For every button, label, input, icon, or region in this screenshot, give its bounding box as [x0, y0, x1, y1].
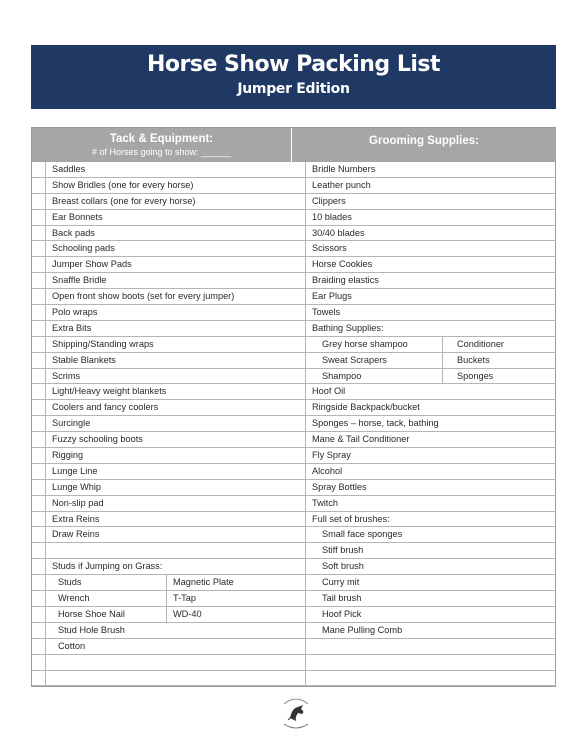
- list-item: [32, 321, 292, 337]
- list-item: [292, 448, 556, 464]
- list-item: [32, 527, 292, 543]
- checkbox-cell[interactable]: [32, 527, 46, 543]
- item-label: Mane & Tail Conditioner: [312, 434, 410, 445]
- checkbox-cell[interactable]: [32, 671, 46, 687]
- list-item: [292, 559, 556, 575]
- checkbox-cell[interactable]: [292, 337, 306, 353]
- list-item: [32, 226, 292, 242]
- item-label: Soft brush: [322, 561, 364, 572]
- packing-list-table: [31, 127, 556, 687]
- list-item: [292, 289, 556, 305]
- checkbox-cell[interactable]: [292, 448, 306, 464]
- list-item: [32, 241, 292, 257]
- checkbox-cell[interactable]: [292, 623, 306, 639]
- checkbox-cell[interactable]: [292, 273, 306, 289]
- checkbox-cell[interactable]: [292, 257, 306, 273]
- item-label: Jumper Show Pads: [52, 259, 132, 270]
- item-label: Towels: [312, 307, 341, 318]
- list-item: [292, 384, 556, 400]
- item-label: Mane Pulling Comb: [322, 624, 403, 635]
- checkbox-cell[interactable]: [32, 257, 46, 273]
- list-item: [292, 496, 556, 512]
- item-label: Alcohol: [312, 465, 343, 476]
- item-label-secondary: Sponges: [442, 369, 556, 385]
- list-item: [32, 289, 292, 305]
- item-label: Open front show boots (set for every jumper): [52, 291, 235, 302]
- list-item: [32, 162, 292, 178]
- checkbox-cell[interactable]: [32, 353, 46, 369]
- item-label: 30/40 blades: [312, 227, 365, 238]
- list-item: [292, 527, 556, 543]
- checkbox-cell[interactable]: [292, 353, 306, 369]
- list-item: [32, 400, 292, 416]
- list-item: [32, 639, 292, 655]
- checkbox-cell[interactable]: [292, 416, 306, 432]
- tack-equipment-title: Tack & Equipment:: [109, 133, 214, 145]
- list-item: [292, 194, 556, 210]
- item-label: Stable Blankets: [52, 354, 116, 365]
- checkbox-cell[interactable]: [32, 369, 46, 385]
- list-item: [32, 257, 292, 273]
- item-label: Hoof Pick: [322, 608, 362, 619]
- list-item: [32, 432, 292, 448]
- checkbox-cell[interactable]: [32, 305, 46, 321]
- checkbox-cell[interactable]: [292, 384, 306, 400]
- grooming-supplies-header: [292, 128, 556, 162]
- checkbox-cell[interactable]: [32, 639, 46, 655]
- list-item: [32, 448, 292, 464]
- grooming-supplies-title: Grooming Supplies:: [369, 135, 479, 147]
- item-label: Breast collars (one for every horse): [52, 195, 196, 206]
- checkbox-cell[interactable]: [292, 400, 306, 416]
- checkbox-cell[interactable]: [292, 194, 306, 210]
- item-label: Wrench: [58, 593, 90, 604]
- item-label-secondary: WD-40: [166, 607, 202, 623]
- list-item: [292, 543, 556, 559]
- item-label: Extra Reins: [52, 513, 100, 524]
- item-label: Clippers: [312, 195, 346, 206]
- item-label: Shipping/Standing wraps: [52, 338, 154, 349]
- checkbox-cell[interactable]: [32, 337, 46, 353]
- item-label: Ringside Backpack/bucket: [312, 402, 420, 413]
- checkbox-cell[interactable]: [32, 162, 46, 178]
- list-item: [292, 512, 556, 528]
- checkbox-cell[interactable]: [32, 273, 46, 289]
- item-label: Studs if Jumping on Grass:: [52, 561, 163, 572]
- item-label: Show Bridles (one for every horse): [52, 179, 194, 190]
- item-label: Small face sponges: [322, 529, 403, 540]
- item-label: Extra Bits: [52, 322, 92, 333]
- item-label: Lunge Whip: [52, 481, 102, 492]
- list-item: [292, 226, 556, 242]
- checkbox-cell[interactable]: [292, 369, 306, 385]
- checkbox-cell[interactable]: [32, 448, 46, 464]
- item-label: Hoof Oil: [312, 386, 346, 397]
- item-label: Scrims: [52, 370, 81, 381]
- checkbox-cell[interactable]: [32, 226, 46, 242]
- item-label: Surcingle: [52, 418, 91, 429]
- checkbox-cell[interactable]: [292, 305, 306, 321]
- item-label-secondary: Magnetic Plate: [166, 575, 234, 591]
- item-label: Studs: [58, 577, 82, 588]
- horse-count-prompt: # of Horses going to show: ______: [91, 147, 232, 157]
- checkbox-cell[interactable]: [292, 162, 306, 178]
- item-label: Scissors: [312, 243, 347, 254]
- tack-equipment-header: [32, 128, 292, 162]
- checkbox-cell[interactable]: [292, 480, 306, 496]
- item-label: Curry mit: [322, 577, 360, 588]
- checkbox-cell[interactable]: [32, 432, 46, 448]
- item-label: Ear Bonnets: [52, 211, 103, 222]
- checkbox-cell[interactable]: [32, 210, 46, 226]
- item-label: Back pads: [52, 227, 95, 238]
- checkbox-cell[interactable]: [292, 559, 306, 575]
- item-label: Horse Shoe Nail: [58, 608, 125, 619]
- checkbox-cell[interactable]: [292, 512, 306, 528]
- list-item: [32, 623, 292, 639]
- list-item: [292, 480, 556, 496]
- list-item: [292, 655, 556, 671]
- checkbox-cell[interactable]: [292, 432, 306, 448]
- list-item: [292, 400, 556, 416]
- item-label: Leather punch: [312, 179, 371, 190]
- checkbox-cell[interactable]: [292, 226, 306, 242]
- checkbox-cell[interactable]: [292, 671, 306, 687]
- item-label: 10 blades: [312, 211, 352, 222]
- checkbox-cell[interactable]: [32, 496, 46, 512]
- checkbox-cell[interactable]: [292, 639, 306, 655]
- item-label: Horse Cookies: [312, 259, 373, 270]
- item-label: Bathing Supplies:: [312, 322, 384, 333]
- item-label: Twitch: [312, 497, 339, 508]
- item-label: Sweat Scrapers: [322, 354, 387, 365]
- checkbox-cell[interactable]: [292, 543, 306, 559]
- checkbox-cell[interactable]: [32, 559, 46, 575]
- list-item: [32, 575, 292, 591]
- checkbox-cell[interactable]: [32, 321, 46, 337]
- checkbox-cell[interactable]: [32, 607, 46, 623]
- item-label: Fly Spray: [312, 450, 351, 461]
- item-label: Lunge Line: [52, 465, 98, 476]
- tack-equipment-column: [32, 162, 292, 686]
- checkbox-cell[interactable]: [32, 416, 46, 432]
- list-item: [292, 639, 556, 655]
- checkbox-cell[interactable]: [32, 512, 46, 528]
- list-item: [32, 480, 292, 496]
- page-title: Horse Show Packing List: [147, 52, 440, 77]
- checkbox-cell[interactable]: [292, 496, 306, 512]
- list-item: [32, 543, 292, 559]
- item-label: Tail brush: [322, 593, 362, 604]
- list-item: [32, 416, 292, 432]
- item-label: Spray Bottles: [312, 481, 367, 492]
- list-item: [292, 671, 556, 687]
- checkbox-cell[interactable]: [32, 480, 46, 496]
- checkbox-cell[interactable]: [32, 400, 46, 416]
- list-item: [32, 194, 292, 210]
- checkbox-cell[interactable]: [32, 384, 46, 400]
- list-item: [292, 178, 556, 194]
- list-item: [292, 607, 556, 623]
- item-label: Coolers and fancy coolers: [52, 402, 159, 413]
- list-item: [292, 273, 556, 289]
- checkbox-cell[interactable]: [32, 178, 46, 194]
- list-item: [292, 432, 556, 448]
- item-label: Draw Reins: [52, 529, 100, 540]
- checkbox-cell[interactable]: [292, 321, 306, 337]
- list-item: [32, 178, 292, 194]
- list-item: [292, 257, 556, 273]
- list-item: [32, 464, 292, 480]
- item-label: Ear Plugs: [312, 291, 352, 302]
- checkbox-cell[interactable]: [32, 194, 46, 210]
- title-banner: [31, 45, 556, 109]
- checkbox-cell[interactable]: [32, 575, 46, 591]
- checkbox-cell[interactable]: [32, 289, 46, 305]
- list-item: [292, 575, 556, 591]
- item-label: Light/Heavy weight blankets: [52, 386, 167, 397]
- list-item: [292, 321, 556, 337]
- item-label-secondary: Buckets: [442, 353, 556, 369]
- item-label: Stud Hole Brush: [58, 624, 125, 635]
- list-item: [32, 671, 292, 687]
- item-label: Schooling pads: [52, 243, 115, 254]
- list-item: [32, 655, 292, 671]
- list-item: [32, 384, 292, 400]
- checkbox-cell[interactable]: [32, 623, 46, 639]
- checkbox-cell[interactable]: [32, 241, 46, 257]
- item-label: Cotton: [58, 640, 86, 651]
- list-item: [292, 623, 556, 639]
- list-item: [32, 369, 292, 385]
- item-label: Stiff brush: [322, 545, 364, 556]
- list-item: [32, 512, 292, 528]
- list-item: [292, 305, 556, 321]
- checkbox-cell[interactable]: [292, 241, 306, 257]
- item-label: Shampoo: [322, 370, 362, 381]
- list-item: [292, 162, 556, 178]
- list-item: [32, 353, 292, 369]
- item-label: Rigging: [52, 450, 84, 461]
- list-item: [292, 353, 556, 369]
- horse-logo-icon: [276, 690, 316, 734]
- list-item: [292, 369, 556, 385]
- checkbox-cell[interactable]: [292, 607, 306, 623]
- list-item: [292, 464, 556, 480]
- list-item: [32, 210, 292, 226]
- item-label-secondary: Conditioner: [442, 337, 556, 353]
- list-item: [292, 241, 556, 257]
- checkbox-cell[interactable]: [292, 591, 306, 607]
- grooming-supplies-column: [292, 162, 556, 686]
- list-item: [32, 559, 292, 575]
- checkbox-cell[interactable]: [292, 210, 306, 226]
- checkbox-cell[interactable]: [292, 464, 306, 480]
- list-item: [32, 337, 292, 353]
- item-label: Non-slip pad: [52, 497, 104, 508]
- list-item: [292, 416, 556, 432]
- item-label-secondary: T-Tap: [166, 591, 196, 607]
- item-label: Bridle Numbers: [312, 164, 376, 174]
- checkbox-cell[interactable]: [32, 543, 46, 559]
- item-label: Grey horse shampoo: [322, 338, 408, 349]
- checkbox-cell[interactable]: [292, 178, 306, 194]
- list-item: [292, 591, 556, 607]
- list-item: [32, 591, 292, 607]
- checkbox-cell[interactable]: [32, 655, 46, 671]
- item-label: Sponges – horse, tack, bathing: [312, 418, 439, 429]
- item-label: Full set of brushes:: [312, 513, 390, 524]
- list-item: [32, 607, 292, 623]
- list-item: [32, 305, 292, 321]
- list-item: [292, 210, 556, 226]
- checkbox-cell[interactable]: [292, 575, 306, 591]
- item-label: Fuzzy schooling boots: [52, 434, 143, 445]
- item-label: Snaffle Bridle: [52, 275, 107, 286]
- item-label: Braiding elastics: [312, 275, 379, 286]
- checkbox-cell[interactable]: [32, 464, 46, 480]
- item-label: Saddles: [52, 164, 86, 174]
- list-item: [32, 273, 292, 289]
- checkbox-cell[interactable]: [292, 655, 306, 671]
- checkbox-cell[interactable]: [32, 591, 46, 607]
- checkbox-cell[interactable]: [292, 289, 306, 305]
- list-item: [292, 337, 556, 353]
- page-subtitle: Jumper Edition: [237, 81, 350, 97]
- list-item: [32, 496, 292, 512]
- checkbox-cell[interactable]: [292, 527, 306, 543]
- item-label: Polo wraps: [52, 307, 98, 318]
